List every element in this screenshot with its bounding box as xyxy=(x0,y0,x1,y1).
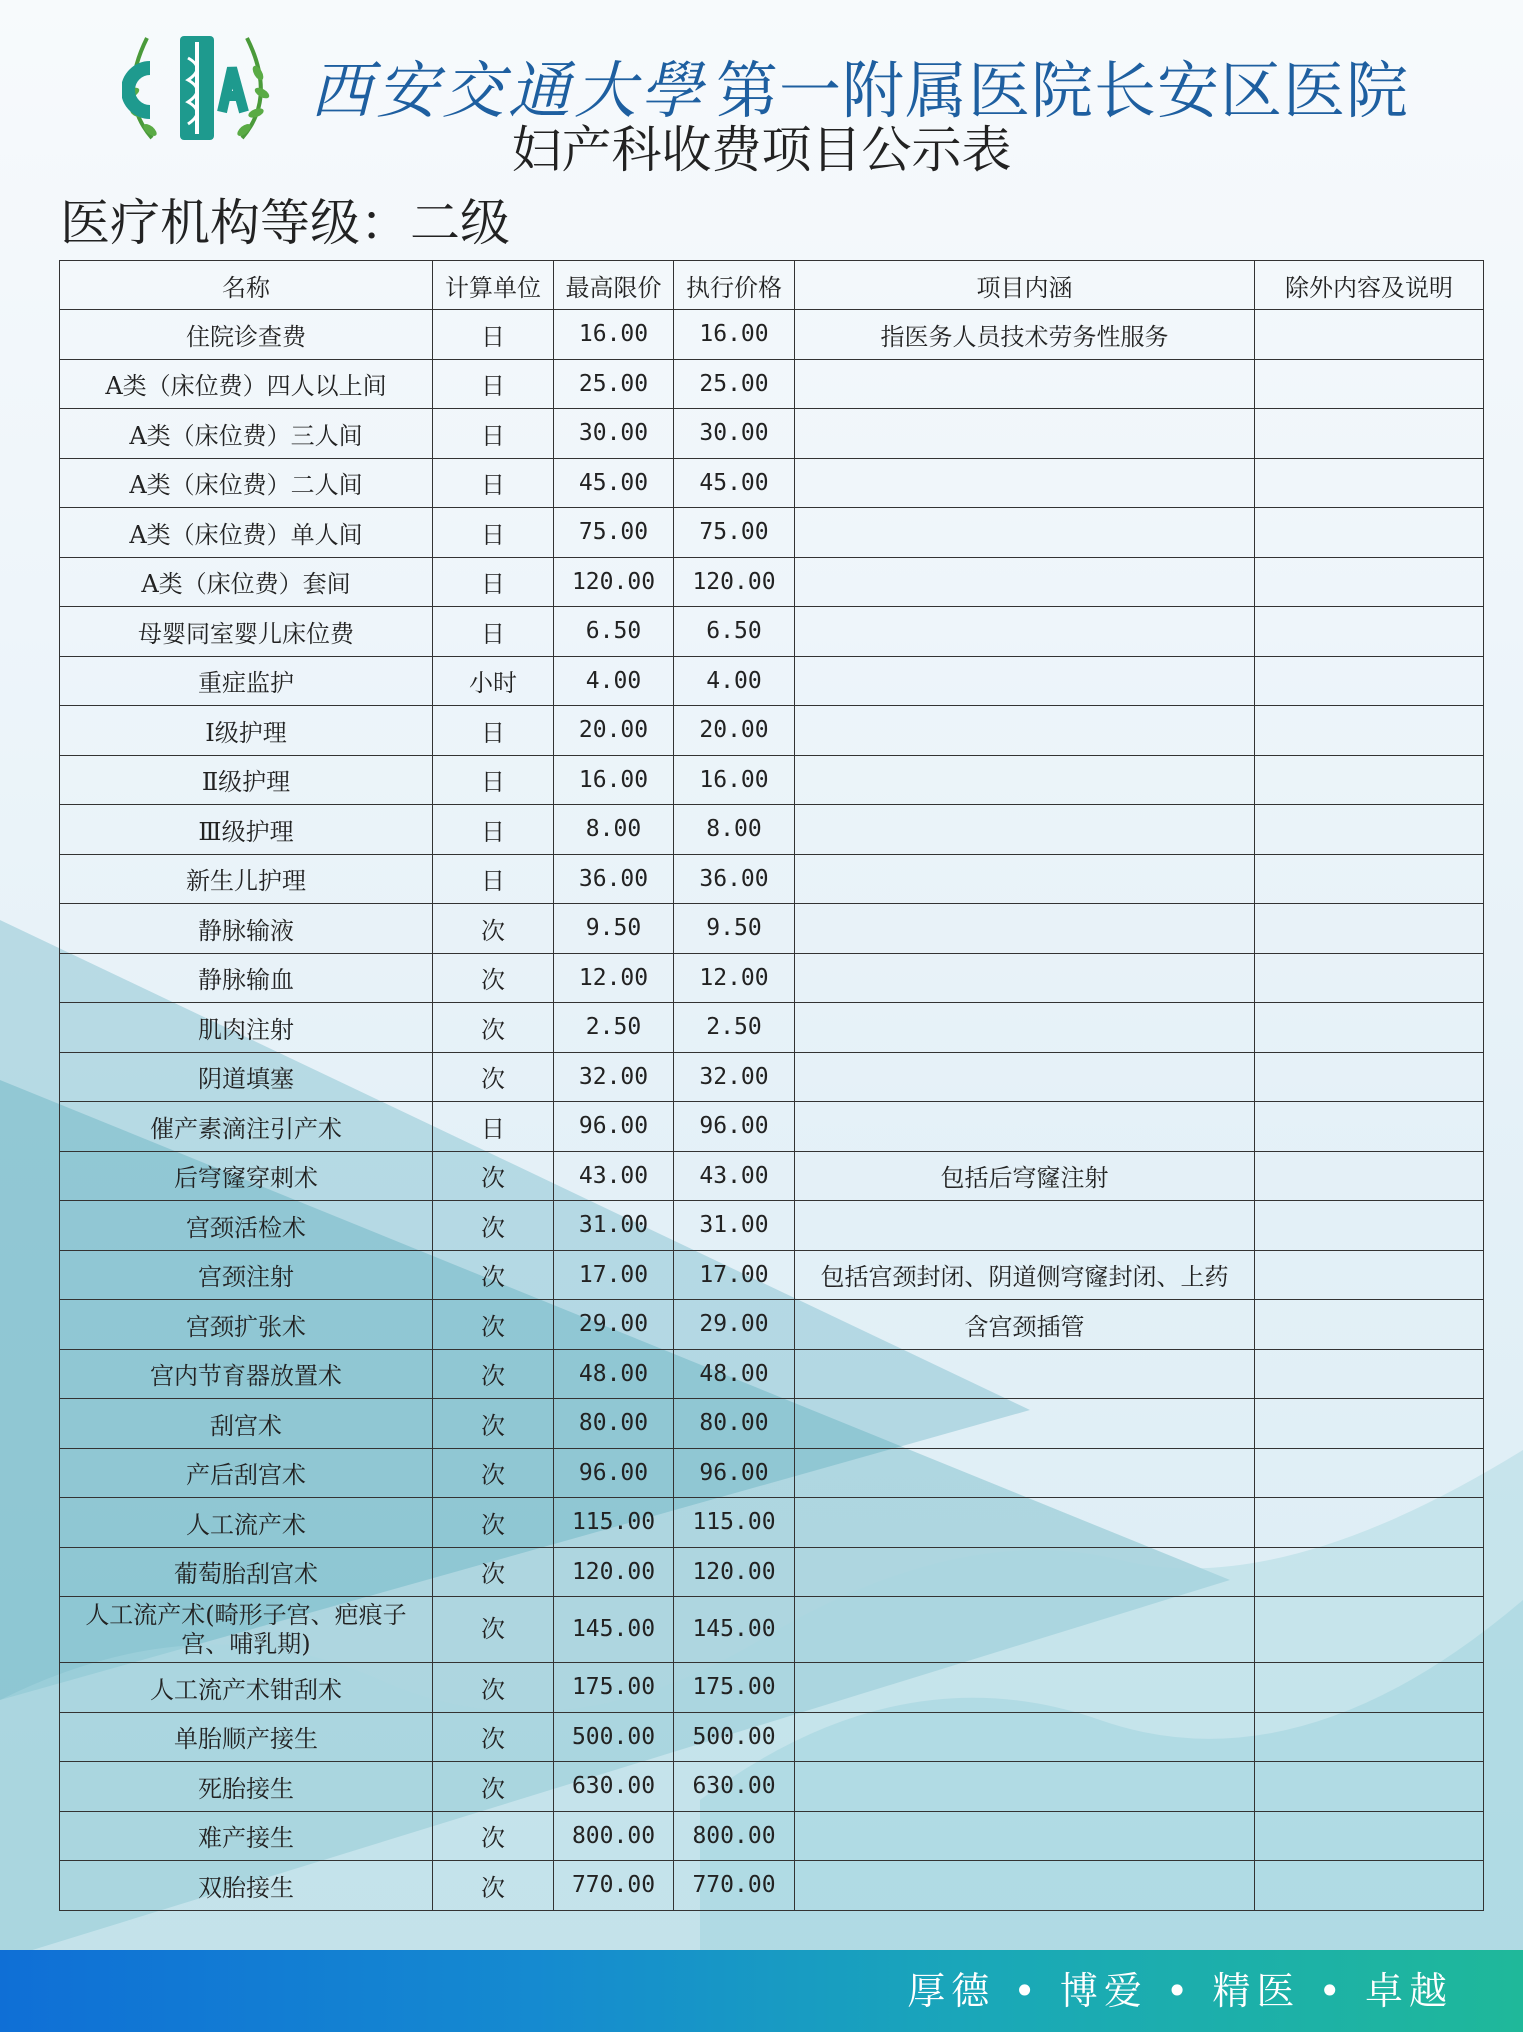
cell-exclusions xyxy=(1255,1201,1484,1251)
cell-unit: 小时 xyxy=(433,656,554,706)
cell-item-name: 双胎接生 xyxy=(60,1861,433,1911)
table-row xyxy=(60,1250,1484,1300)
cell-exec-price: 25.00 xyxy=(674,359,795,409)
cell-max-price: 800.00 xyxy=(554,1811,674,1861)
cell-exec-price: 30.00 xyxy=(674,409,795,459)
cell-unit: 次 xyxy=(433,1201,554,1251)
cell-content xyxy=(795,607,1255,657)
cell-unit: 日 xyxy=(433,607,554,657)
cell-content xyxy=(795,359,1255,409)
cell-exec-price: 630.00 xyxy=(674,1762,795,1812)
cell-content xyxy=(795,557,1255,607)
cell-exclusions xyxy=(1255,1861,1484,1911)
cell-content: 含宫颈插管 xyxy=(795,1300,1255,1350)
cell-item-name: 宫颈注射 xyxy=(60,1250,433,1300)
table-row xyxy=(60,458,1484,508)
cell-max-price: 500.00 xyxy=(554,1712,674,1762)
cell-item-name: 催产素滴注引产术 xyxy=(60,1102,433,1152)
cell-unit: 次 xyxy=(433,1003,554,1053)
cell-exclusions xyxy=(1255,953,1484,1003)
cell-unit: 日 xyxy=(433,310,554,360)
cell-content xyxy=(795,1663,1255,1713)
cell-content xyxy=(795,409,1255,459)
table-header-col-name: 名称 xyxy=(60,261,433,310)
cell-item-name: A类（床位费）四人以上间 xyxy=(60,359,433,409)
cell-item-name: 宫内节育器放置术 xyxy=(60,1349,433,1399)
table-header-col-unit: 计算单位 xyxy=(433,261,554,310)
cell-max-price: 25.00 xyxy=(554,359,674,409)
cell-item-name: 静脉输血 xyxy=(60,953,433,1003)
cell-item-name: A类（床位费）三人间 xyxy=(60,409,433,459)
cell-exclusions xyxy=(1255,1762,1484,1812)
table-body xyxy=(60,310,1484,1911)
table-row xyxy=(60,1349,1484,1399)
table-row xyxy=(60,1102,1484,1152)
table-row xyxy=(60,953,1484,1003)
cell-unit: 日 xyxy=(433,458,554,508)
cell-unit: 次 xyxy=(433,1448,554,1498)
cell-item-name: 难产接生 xyxy=(60,1811,433,1861)
cell-content xyxy=(795,755,1255,805)
cell-exec-price: 16.00 xyxy=(674,310,795,360)
cell-exec-price: 20.00 xyxy=(674,706,795,756)
cell-item-name: Ⅲ级护理 xyxy=(60,805,433,855)
cell-max-price: 12.00 xyxy=(554,953,674,1003)
cell-item-name: 人工流产术 xyxy=(60,1498,433,1548)
table-row xyxy=(60,409,1484,459)
cell-content xyxy=(795,1052,1255,1102)
cell-exec-price: 16.00 xyxy=(674,755,795,805)
cell-content xyxy=(795,1498,1255,1548)
cell-item-name: 宫颈扩张术 xyxy=(60,1300,433,1350)
cell-item-name: 人工流产术钳刮术 xyxy=(60,1663,433,1713)
table-row xyxy=(60,854,1484,904)
cell-exclusions xyxy=(1255,1498,1484,1548)
cell-content xyxy=(795,458,1255,508)
cell-exclusions xyxy=(1255,1151,1484,1201)
cell-item-name: 肌肉注射 xyxy=(60,1003,433,1053)
cell-max-price: 36.00 xyxy=(554,854,674,904)
cell-max-price: 120.00 xyxy=(554,1547,674,1597)
cell-unit: 次 xyxy=(433,953,554,1003)
cell-content: 指医务人员技术劳务性服务 xyxy=(795,310,1255,360)
cell-exclusions xyxy=(1255,904,1484,954)
cell-content xyxy=(795,1811,1255,1861)
footer-slogan: 厚德 • 博爱 • 精医 • 卓越 xyxy=(907,1969,1453,2013)
cell-item-name: A类（床位费）二人间 xyxy=(60,458,433,508)
cell-max-price: 6.50 xyxy=(554,607,674,657)
table-row xyxy=(60,706,1484,756)
cell-unit: 次 xyxy=(433,1861,554,1911)
cell-exec-price: 29.00 xyxy=(674,1300,795,1350)
table-row xyxy=(60,1498,1484,1548)
cell-exec-price: 80.00 xyxy=(674,1399,795,1449)
table-row xyxy=(60,1399,1484,1449)
cell-content xyxy=(795,953,1255,1003)
cell-max-price: 2.50 xyxy=(554,1003,674,1053)
table-row xyxy=(60,1663,1484,1713)
cell-unit: 次 xyxy=(433,1250,554,1300)
table-row xyxy=(60,1597,1484,1663)
table-row xyxy=(60,508,1484,558)
table-header-col-content: 项目内涵 xyxy=(795,261,1255,310)
cell-item-name: 新生儿护理 xyxy=(60,854,433,904)
cell-content xyxy=(795,706,1255,756)
cell-content xyxy=(795,1201,1255,1251)
cell-item-name: Ⅰ级护理 xyxy=(60,706,433,756)
cell-content xyxy=(795,1448,1255,1498)
cell-unit: 次 xyxy=(433,1399,554,1449)
table-row xyxy=(60,1547,1484,1597)
table-row xyxy=(60,310,1484,360)
cell-exclusions xyxy=(1255,1712,1484,1762)
table-row xyxy=(60,1151,1484,1201)
cell-exec-price: 31.00 xyxy=(674,1201,795,1251)
table-header-col-exec-price: 执行价格 xyxy=(674,261,795,310)
table-row xyxy=(60,1300,1484,1350)
cell-unit: 日 xyxy=(433,359,554,409)
cell-max-price: 16.00 xyxy=(554,755,674,805)
cell-exec-price: 43.00 xyxy=(674,1151,795,1201)
cell-content xyxy=(795,508,1255,558)
cell-exclusions xyxy=(1255,805,1484,855)
cell-item-name: 产后刮宫术 xyxy=(60,1448,433,1498)
cell-exec-price: 8.00 xyxy=(674,805,795,855)
cell-exec-price: 32.00 xyxy=(674,1052,795,1102)
cell-content xyxy=(795,656,1255,706)
cell-item-name: 宫颈活检术 xyxy=(60,1201,433,1251)
table-row xyxy=(60,755,1484,805)
cell-unit: 日 xyxy=(433,706,554,756)
cell-exec-price: 800.00 xyxy=(674,1811,795,1861)
table-row xyxy=(60,904,1484,954)
cell-content xyxy=(795,1102,1255,1152)
cell-exec-price: 770.00 xyxy=(674,1861,795,1911)
cell-item-name: 重症监护 xyxy=(60,656,433,706)
cell-max-price: 32.00 xyxy=(554,1052,674,1102)
table-row xyxy=(60,1762,1484,1812)
cell-unit: 日 xyxy=(433,557,554,607)
cell-content xyxy=(795,1712,1255,1762)
cell-content: 包括后穹窿注射 xyxy=(795,1151,1255,1201)
footer-banner xyxy=(0,1950,1523,2032)
cell-content xyxy=(795,1399,1255,1449)
cell-exec-price: 48.00 xyxy=(674,1349,795,1399)
cell-exclusions xyxy=(1255,1300,1484,1350)
cell-item-name: 母婴同室婴儿床位费 xyxy=(60,607,433,657)
fee-table xyxy=(59,260,1484,1911)
cell-max-price: 115.00 xyxy=(554,1498,674,1548)
cell-item-name: Ⅱ级护理 xyxy=(60,755,433,805)
cell-max-price: 48.00 xyxy=(554,1349,674,1399)
cell-exclusions xyxy=(1255,1547,1484,1597)
cell-exclusions xyxy=(1255,755,1484,805)
cell-unit: 日 xyxy=(433,755,554,805)
cell-exec-price: 96.00 xyxy=(674,1448,795,1498)
cell-max-price: 43.00 xyxy=(554,1151,674,1201)
table-row xyxy=(60,805,1484,855)
cell-item-name: A类（床位费）套间 xyxy=(60,557,433,607)
cell-exclusions xyxy=(1255,1102,1484,1152)
table-row xyxy=(60,359,1484,409)
cell-exclusions xyxy=(1255,706,1484,756)
cell-exec-price: 120.00 xyxy=(674,557,795,607)
cell-item-name: 住院诊查费 xyxy=(60,310,433,360)
cell-max-price: 30.00 xyxy=(554,409,674,459)
cell-unit: 次 xyxy=(433,1052,554,1102)
cell-exclusions xyxy=(1255,310,1484,360)
cell-max-price: 770.00 xyxy=(554,1861,674,1911)
table-row xyxy=(60,656,1484,706)
cell-content: 包括宫颈封闭、阴道侧穹窿封闭、上药 xyxy=(795,1250,1255,1300)
cell-exclusions xyxy=(1255,359,1484,409)
cell-unit: 日 xyxy=(433,854,554,904)
cell-exclusions xyxy=(1255,607,1484,657)
table-row xyxy=(60,1861,1484,1911)
cell-unit: 次 xyxy=(433,1597,554,1663)
page-title: 妇产科收费项目公示表 xyxy=(511,121,1012,179)
cell-exec-price: 6.50 xyxy=(674,607,795,657)
cell-exec-price: 12.00 xyxy=(674,953,795,1003)
institution-level: 医疗机构等级：二级 xyxy=(60,194,510,252)
cell-max-price: 17.00 xyxy=(554,1250,674,1300)
table-row xyxy=(60,557,1484,607)
cell-unit: 次 xyxy=(433,1498,554,1548)
cell-unit: 次 xyxy=(433,1811,554,1861)
cell-max-price: 145.00 xyxy=(554,1597,674,1663)
cell-unit: 次 xyxy=(433,1762,554,1812)
cell-max-price: 80.00 xyxy=(554,1399,674,1449)
cell-exclusions xyxy=(1255,409,1484,459)
cell-max-price: 8.00 xyxy=(554,805,674,855)
cell-unit: 次 xyxy=(433,1151,554,1201)
cell-max-price: 20.00 xyxy=(554,706,674,756)
cell-max-price: 630.00 xyxy=(554,1762,674,1812)
cell-max-price: 175.00 xyxy=(554,1663,674,1713)
table-row xyxy=(60,1201,1484,1251)
cell-unit: 次 xyxy=(433,1712,554,1762)
cell-exclusions xyxy=(1255,1052,1484,1102)
cell-item-name: 人工流产术(畸形子宫、疤痕子宫、哺乳期) xyxy=(60,1597,433,1663)
cell-exclusions xyxy=(1255,1399,1484,1449)
cell-max-price: 96.00 xyxy=(554,1102,674,1152)
cell-max-price: 96.00 xyxy=(554,1448,674,1498)
university-name: 西安交通大學 xyxy=(310,54,707,127)
cell-content xyxy=(795,1597,1255,1663)
cell-exclusions xyxy=(1255,557,1484,607)
cell-exec-price: 4.00 xyxy=(674,656,795,706)
cell-max-price: 9.50 xyxy=(554,904,674,954)
cell-unit: 日 xyxy=(433,409,554,459)
cell-exec-price: 145.00 xyxy=(674,1597,795,1663)
cell-max-price: 4.00 xyxy=(554,656,674,706)
cell-unit: 次 xyxy=(433,904,554,954)
cell-content xyxy=(795,854,1255,904)
cell-unit: 日 xyxy=(433,805,554,855)
cell-exclusions xyxy=(1255,508,1484,558)
cell-unit: 次 xyxy=(433,1349,554,1399)
cell-exec-price: 115.00 xyxy=(674,1498,795,1548)
cell-exec-price: 2.50 xyxy=(674,1003,795,1053)
cell-item-name: 后穹窿穿刺术 xyxy=(60,1151,433,1201)
cell-content xyxy=(795,904,1255,954)
cell-unit: 日 xyxy=(433,508,554,558)
table-row xyxy=(60,1003,1484,1053)
table-header-col-max-price: 最高限价 xyxy=(554,261,674,310)
cell-exec-price: 500.00 xyxy=(674,1712,795,1762)
cell-max-price: 120.00 xyxy=(554,557,674,607)
cell-exclusions xyxy=(1255,1811,1484,1861)
cell-max-price: 31.00 xyxy=(554,1201,674,1251)
cell-exclusions xyxy=(1255,656,1484,706)
cell-exec-price: 9.50 xyxy=(674,904,795,954)
cell-exclusions xyxy=(1255,1003,1484,1053)
cell-max-price: 16.00 xyxy=(554,310,674,360)
page-header xyxy=(0,0,1523,190)
cell-max-price: 75.00 xyxy=(554,508,674,558)
cell-content xyxy=(795,805,1255,855)
cell-exclusions xyxy=(1255,854,1484,904)
cell-item-name: 死胎接生 xyxy=(60,1762,433,1812)
cell-content xyxy=(795,1547,1255,1597)
cell-max-price: 29.00 xyxy=(554,1300,674,1350)
cell-exec-price: 45.00 xyxy=(674,458,795,508)
cell-exclusions xyxy=(1255,1448,1484,1498)
cell-item-name: 阴道填塞 xyxy=(60,1052,433,1102)
table-header-col-exclusions: 除外内容及说明 xyxy=(1255,261,1484,310)
table-header-row xyxy=(60,261,1484,310)
cell-content xyxy=(795,1861,1255,1911)
cell-exec-price: 75.00 xyxy=(674,508,795,558)
cell-unit: 次 xyxy=(433,1300,554,1350)
cell-exec-price: 175.00 xyxy=(674,1663,795,1713)
cell-exclusions xyxy=(1255,1663,1484,1713)
cell-exclusions xyxy=(1255,1250,1484,1300)
table-row xyxy=(60,607,1484,657)
table-row xyxy=(60,1712,1484,1762)
cell-content xyxy=(795,1349,1255,1399)
table-row xyxy=(60,1448,1484,1498)
hospital-branch-name: 第一附属医院长安区医院 xyxy=(716,54,1410,127)
cell-unit: 次 xyxy=(433,1547,554,1597)
cell-exclusions xyxy=(1255,1597,1484,1663)
cell-max-price: 45.00 xyxy=(554,458,674,508)
cell-unit: 日 xyxy=(433,1102,554,1152)
cell-exclusions xyxy=(1255,1349,1484,1399)
cell-content xyxy=(795,1003,1255,1053)
cell-item-name: 静脉输液 xyxy=(60,904,433,954)
cell-exclusions xyxy=(1255,458,1484,508)
cell-exec-price: 36.00 xyxy=(674,854,795,904)
cell-item-name: 刮宫术 xyxy=(60,1399,433,1449)
table-row xyxy=(60,1052,1484,1102)
cell-item-name: 单胎顺产接生 xyxy=(60,1712,433,1762)
cell-exec-price: 17.00 xyxy=(674,1250,795,1300)
cell-unit: 次 xyxy=(433,1663,554,1713)
cell-content xyxy=(795,1762,1255,1812)
cell-exec-price: 120.00 xyxy=(674,1547,795,1597)
table-row xyxy=(60,1811,1484,1861)
cell-item-name: 葡萄胎刮宫术 xyxy=(60,1547,433,1597)
cell-item-name: A类（床位费）单人间 xyxy=(60,508,433,558)
cell-exec-price: 96.00 xyxy=(674,1102,795,1152)
